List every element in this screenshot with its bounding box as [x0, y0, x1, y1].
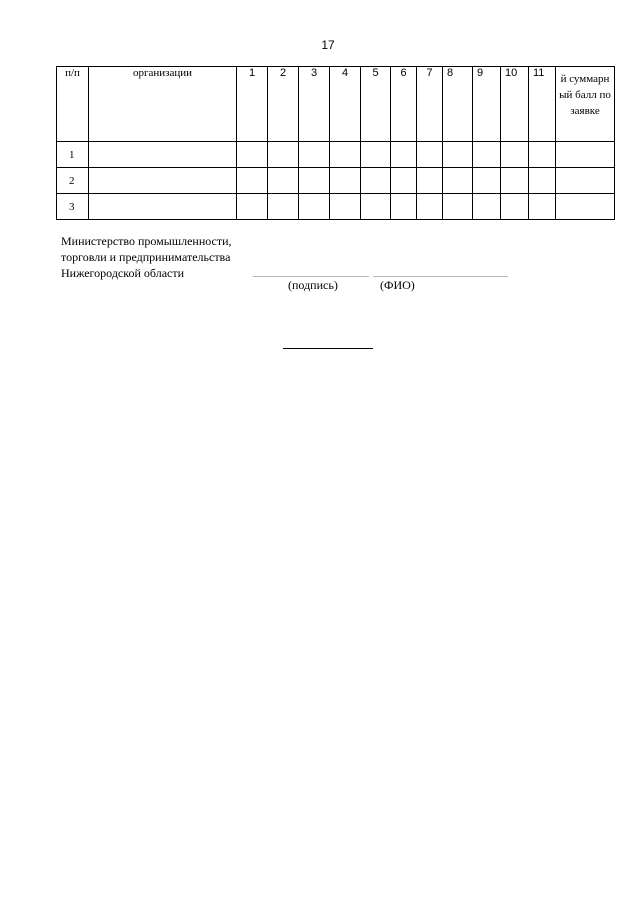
- row-number: 2: [57, 168, 89, 194]
- end-separator-line: [283, 348, 373, 349]
- score-cell: [299, 168, 330, 194]
- score-cell: [330, 142, 361, 168]
- score-cell: [529, 142, 556, 168]
- score-cell: [330, 194, 361, 220]
- score-cell: [473, 194, 501, 220]
- score-cell: [237, 168, 268, 194]
- score-cell: [299, 194, 330, 220]
- score-cell: [443, 142, 473, 168]
- name-line: [373, 276, 508, 277]
- row-number: 3: [57, 194, 89, 220]
- name-caption: (ФИО): [380, 278, 415, 292]
- score-cell: [501, 194, 529, 220]
- score-cell: [417, 194, 443, 220]
- score-cell: [299, 142, 330, 168]
- score-cell: [391, 168, 417, 194]
- signature-caption: (подпись): [288, 278, 338, 292]
- header-criterion-3: 3: [299, 67, 330, 142]
- header-index: п/п: [57, 67, 89, 142]
- header-organization: организации: [89, 67, 237, 142]
- header-criterion-8: 8: [443, 67, 473, 142]
- table-header-row: [57, 67, 615, 142]
- organization-cell: [89, 142, 237, 168]
- score-cell: [361, 142, 391, 168]
- score-cell: [361, 194, 391, 220]
- header-criterion-2: 2: [268, 67, 299, 142]
- page-number: 17: [321, 38, 335, 52]
- row-number: 1: [57, 142, 89, 168]
- score-cell: [473, 142, 501, 168]
- score-cell: [237, 142, 268, 168]
- ministry-line: Министерство промышленности,: [61, 234, 232, 248]
- header-criterion-10: 10: [501, 67, 529, 142]
- header-criterion-6: 6: [391, 67, 417, 142]
- header-criterion-9: 9: [473, 67, 501, 142]
- score-cell: [529, 194, 556, 220]
- total-cell: [556, 194, 615, 220]
- header-criterion-1: 1: [237, 67, 268, 142]
- score-cell: [443, 194, 473, 220]
- score-cell: [391, 142, 417, 168]
- organization-cell: [89, 168, 237, 194]
- header-criterion-4: 4: [330, 67, 361, 142]
- table-row: [57, 142, 615, 168]
- score-cell: [237, 194, 268, 220]
- ministry-block: [61, 233, 232, 281]
- score-cell: [391, 194, 417, 220]
- signature-line: [253, 276, 369, 277]
- organization-cell: [89, 194, 237, 220]
- score-table: [56, 66, 615, 220]
- score-cell: [529, 168, 556, 194]
- score-cell: [268, 142, 299, 168]
- score-cell: [443, 168, 473, 194]
- ministry-line: Нижегородской области: [61, 266, 185, 280]
- score-cell: [473, 168, 501, 194]
- score-cell: [268, 194, 299, 220]
- score-cell: [361, 168, 391, 194]
- score-cell: [417, 168, 443, 194]
- score-cell: [501, 168, 529, 194]
- score-cell: [330, 168, 361, 194]
- table-row: [57, 194, 615, 220]
- score-cell: [268, 168, 299, 194]
- total-cell: [556, 142, 615, 168]
- header-criterion-11: 11: [529, 67, 556, 142]
- score-cell: [501, 142, 529, 168]
- header-total-score: й суммарн ый балл по заявке: [556, 67, 615, 142]
- score-cell: [417, 142, 443, 168]
- total-cell: [556, 168, 615, 194]
- header-criterion-5: 5: [361, 67, 391, 142]
- table-row: [57, 168, 615, 194]
- header-criterion-7: 7: [417, 67, 443, 142]
- ministry-line: торговли и предпринимательства: [61, 250, 231, 264]
